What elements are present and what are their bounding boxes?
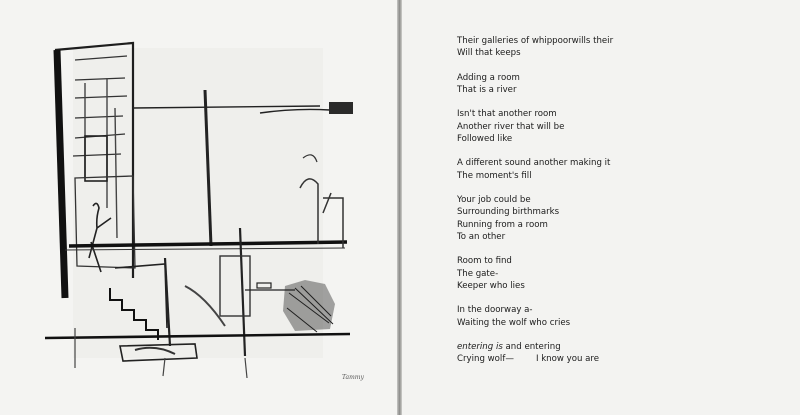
poem-emphasis: entering is xyxy=(457,342,503,352)
stanza xyxy=(457,108,757,145)
left-page xyxy=(0,0,397,415)
poem-line: The moment's fill xyxy=(457,170,532,181)
stanza xyxy=(457,157,757,182)
poem-line: That is a river xyxy=(457,84,517,95)
poem-line: Your job could be xyxy=(457,195,531,206)
poem-line: Room to find xyxy=(457,256,512,267)
poem-line: Adding a room xyxy=(457,72,520,83)
poem-line: Running from a room xyxy=(457,219,548,230)
poem-line: Their galleries of whippoorwills their xyxy=(457,36,614,46)
poem-line: Will that keeps xyxy=(457,48,521,59)
poem-line xyxy=(457,353,757,365)
artist-signature: Tammy xyxy=(342,374,364,381)
stanza xyxy=(457,72,757,97)
poem-line xyxy=(457,341,757,353)
poem-line: Another river that will be xyxy=(457,121,565,132)
poem-line-part: I know you are xyxy=(535,354,600,365)
stanza xyxy=(457,194,757,243)
poem-line: Keeper who lies xyxy=(457,280,525,291)
poem-line: Waiting the wolf who cries xyxy=(457,317,571,328)
poem-line-part: Crying wolf— xyxy=(457,354,514,365)
poem-line: Isn't that another room xyxy=(457,109,557,120)
architectural-sketch xyxy=(45,28,365,388)
poem-text xyxy=(457,35,757,378)
poem-line-rest: and entering xyxy=(502,342,561,352)
poem-line: The gate- xyxy=(457,268,499,279)
stanza xyxy=(457,35,757,60)
poem-line: In the doorway a- xyxy=(457,305,533,316)
stanza xyxy=(457,304,757,329)
final-stanza xyxy=(457,341,757,366)
stanza xyxy=(457,255,757,292)
poem-line: A different sound another making it xyxy=(457,158,611,169)
poem-line: Followed like xyxy=(457,133,513,144)
poem-line: Surrounding birthmarks xyxy=(457,207,560,218)
poem-line: To an other xyxy=(457,231,506,242)
